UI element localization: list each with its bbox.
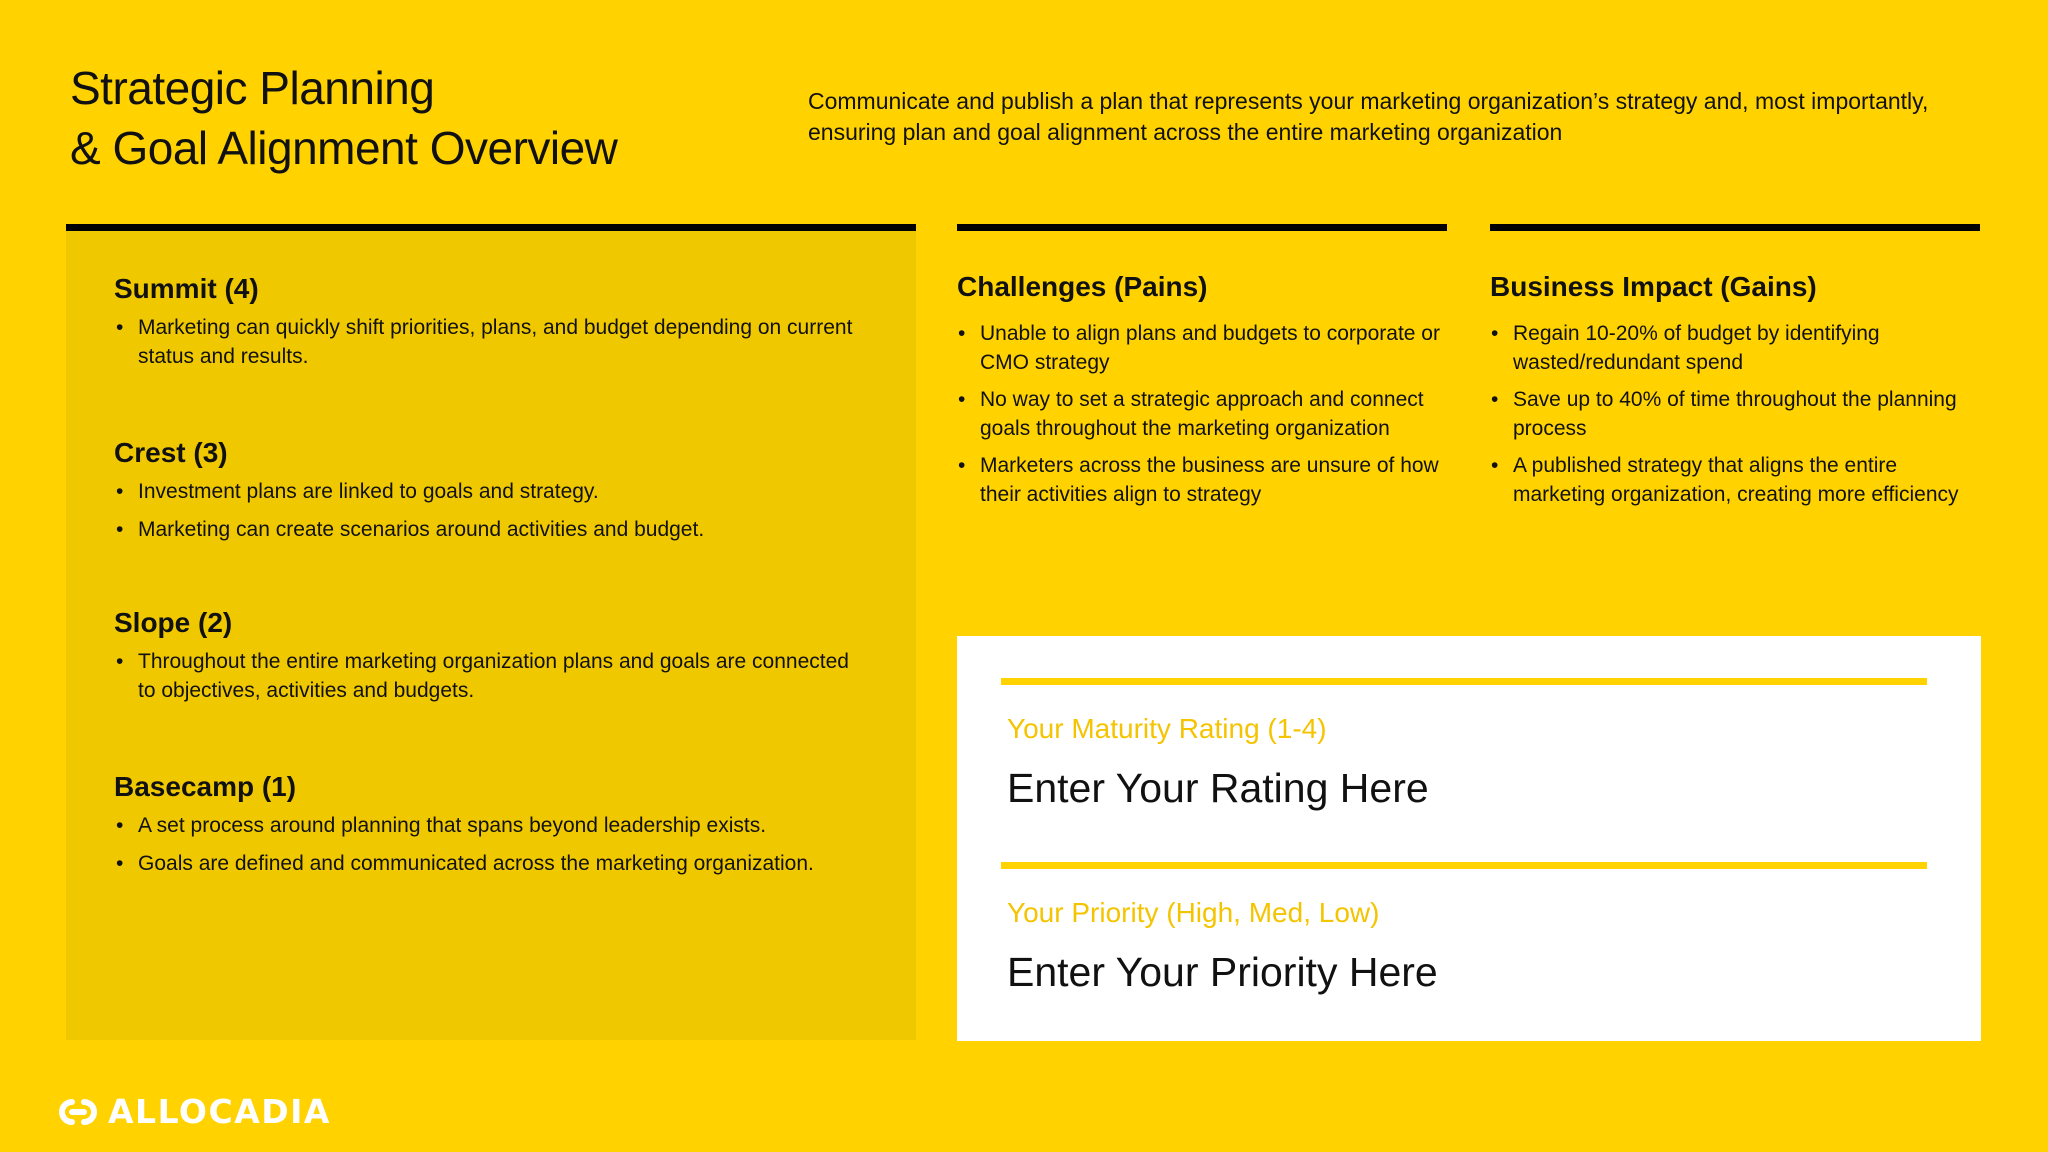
subtitle-line-2: ensuring plan and goal alignment across the entire marketing organization: [808, 119, 1563, 145]
level-title: Crest (3): [114, 437, 228, 468]
impact-item: • Regain 10-20% of budget by identifying wasted/redundant spend: [1490, 319, 1980, 377]
maturity-levels-panel: [66, 224, 916, 1040]
page-title-line-2: & Goal Alignment Overview: [70, 122, 618, 174]
allocadia-logo: [58, 1092, 331, 1132]
challenges-column: [957, 224, 1447, 517]
subtitle-line-1: Communicate and publish a plan that represents your marketing organization’s strategy and, most importantly,: [808, 88, 1929, 114]
level-bullets: [114, 477, 868, 544]
challenges-list: [957, 319, 1447, 509]
level-basecamp: [114, 769, 868, 878]
level-title: Basecamp (1): [114, 771, 297, 802]
logo-wordmark: ALLOCADIA: [108, 1092, 331, 1131]
business-impact-title: Business Impact (Gains): [1490, 271, 1817, 302]
maturity-rating-field: [1001, 678, 1927, 813]
priority-label: Your Priority (High, Med, Low): [1007, 897, 1380, 928]
page-subtitle: [808, 86, 1988, 148]
priority-field: [1001, 862, 1927, 997]
level-summit: [114, 271, 868, 435]
level-bullet: • Goals are defined and communicated across the marketing organization.: [114, 849, 868, 878]
business-impact-list: [1490, 319, 1980, 509]
challenge-item: • Marketers across the business are unsure of how their activities align to strategy: [957, 451, 1447, 509]
business-impact-column: [1490, 224, 1980, 517]
level-title: Slope (2): [114, 607, 233, 638]
level-bullet: • Marketing can create scenarios around activities and budget.: [114, 515, 868, 544]
maturity-rating-input[interactable]: Enter Your Rating Here: [1007, 765, 1429, 811]
allocadia-logo-icon: [58, 1095, 98, 1129]
level-bullet: • Marketing can quickly shift priorities, plans, and budget depending on current status and results.: [114, 313, 868, 371]
level-bullet: • A set process around planning that spans beyond leadership exists.: [114, 811, 868, 840]
priority-input[interactable]: Enter Your Priority Here: [1007, 949, 1438, 995]
challenge-item: • Unable to align plans and budgets to corporate or CMO strategy: [957, 319, 1447, 377]
level-bullet: • Investment plans are linked to goals and strategy.: [114, 477, 868, 506]
level-crest: [114, 435, 868, 605]
level-bullets: [114, 647, 868, 705]
level-bullets: [114, 811, 868, 878]
page-title: [70, 58, 617, 178]
page-title-line-1: Strategic Planning: [70, 62, 435, 114]
level-slope: [114, 605, 868, 769]
challenges-title: Challenges (Pains): [957, 271, 1208, 302]
level-title: Summit (4): [114, 273, 259, 304]
maturity-rating-label: Your Maturity Rating (1-4): [1007, 713, 1327, 744]
self-assessment-card: [957, 636, 1981, 1041]
level-bullets: [114, 313, 868, 371]
impact-item: • Save up to 40% of time throughout the planning process: [1490, 385, 1980, 443]
challenge-item: • No way to set a strategic approach and connect goals throughout the marketing organization: [957, 385, 1447, 443]
impact-item: • A published strategy that aligns the entire marketing organization, creating more efficiency: [1490, 451, 1980, 509]
level-bullet: • Throughout the entire marketing organization plans and goals are connected to objectives, activities and budgets.: [114, 647, 868, 705]
